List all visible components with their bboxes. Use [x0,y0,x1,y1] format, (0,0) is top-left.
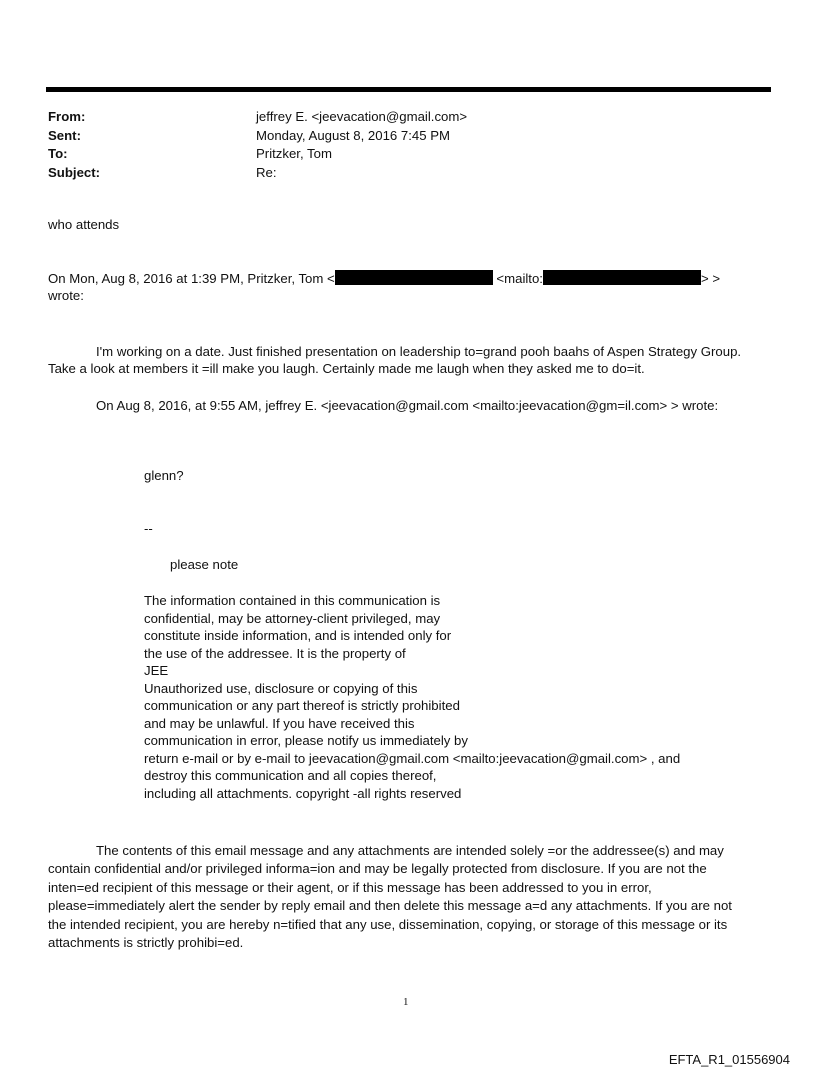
email-header [48,108,467,182]
from-label: From: [48,109,86,124]
notice-line: return e-mail or by e-mail to jeevacation@gmail.com <mailto:jeevacation@gmail.com> , and [144,750,681,766]
notice-block [144,592,680,802]
notice-line: Unauthorized use, disclosure or copying of this [144,680,418,696]
to-row [48,145,467,164]
quote1-part-a: On Mon, Aug 8, 2016 at 1:39 PM, Pritzker, Tom < [48,271,335,286]
disclaimer-line: attachments is strictly prohibi=ed. [48,935,244,951]
subject-value: Re: [256,164,277,180]
notice-line: including all attachments. copyright -all rights reserved [144,785,462,801]
subject-label: Subject: [48,164,101,180]
disclaimer-line: The contents of this email message and any attachments are intended solely =or the addressee(s) and may [96,843,724,858]
notice-line: communication in error, please notify us immediately by [144,733,468,748]
notice-line: communication or any part thereof is strictly prohibited [144,698,460,713]
disclaimer-line: inten=ed recipient of this message or their agent, or if this message has been addressed to you in error, [48,879,652,895]
sent-value: Monday, August 8, 2016 7:45 PM [256,127,451,143]
disclaimer-line: please=immediately alert the sender by reply email and then delete this message a=d any attachments. If you are not [48,898,732,914]
sent-row [48,127,467,146]
sent-label: Sent: [48,127,81,143]
please-note: please note [170,557,239,572]
notice-line: constitute inside information, and is intended only for [144,628,452,643]
quote1-part-c: > > [700,271,721,286]
glenn-text: glenn? [144,468,184,483]
quote1-part-b: <mailto: [496,271,543,286]
notice-line: the use of the addressee. It is the property of [144,645,406,661]
message-line-2: Take a look at members it =ill make you laugh. Certainly made me laugh when they asked me to do=it. [48,361,645,376]
quote1-wrote: wrote: [48,288,84,303]
notice-line: JEE [144,663,169,678]
bates-number: EFTA_R1_01556904 [668,1052,790,1067]
redaction-box [543,270,701,285]
notice-line: destroy this communication and all copies thereof, [144,768,437,783]
page-number: 1 [403,996,409,1008]
quote-line-1 [48,270,720,288]
to-label: To: [48,146,68,161]
reply-text: who attends [48,217,120,232]
to-value: Pritzker, Tom [256,146,332,161]
message-line-1: I'm working on a date. Just finished presentation on leadership to=grand pooh baahs of Aspen Strategy Group. [96,344,742,359]
notice-line: confidential, may be attorney-client privileged, may [144,610,441,626]
from-value: jeffrey E. <jeevacation@gmail.com> [256,109,468,124]
redaction-box [335,270,493,285]
notice-line: The information contained in this communication is [144,593,441,608]
disclaimer-line: the intended recipient, you are hereby n=tified that any use, dissemination, copying, or storage of this message or its [48,916,728,932]
header-rule [46,87,771,92]
quote-line-2: On Aug 8, 2016, at 9:55 AM, jeffrey E. <jeevacation@gmail.com <mailto:jeevacation@gm=il.com> > wrote: [96,398,719,413]
from-row [48,108,467,127]
disclaimer-line: contain confidential and/or privileged informa=ion and may be legally protected from disclosure. If you are not the [48,861,707,877]
notice-line: and may be unlawful. If you have received this [144,715,415,731]
signature-dash: -- [144,521,153,536]
subject-row [48,164,467,183]
disclaimer-block [48,842,732,952]
